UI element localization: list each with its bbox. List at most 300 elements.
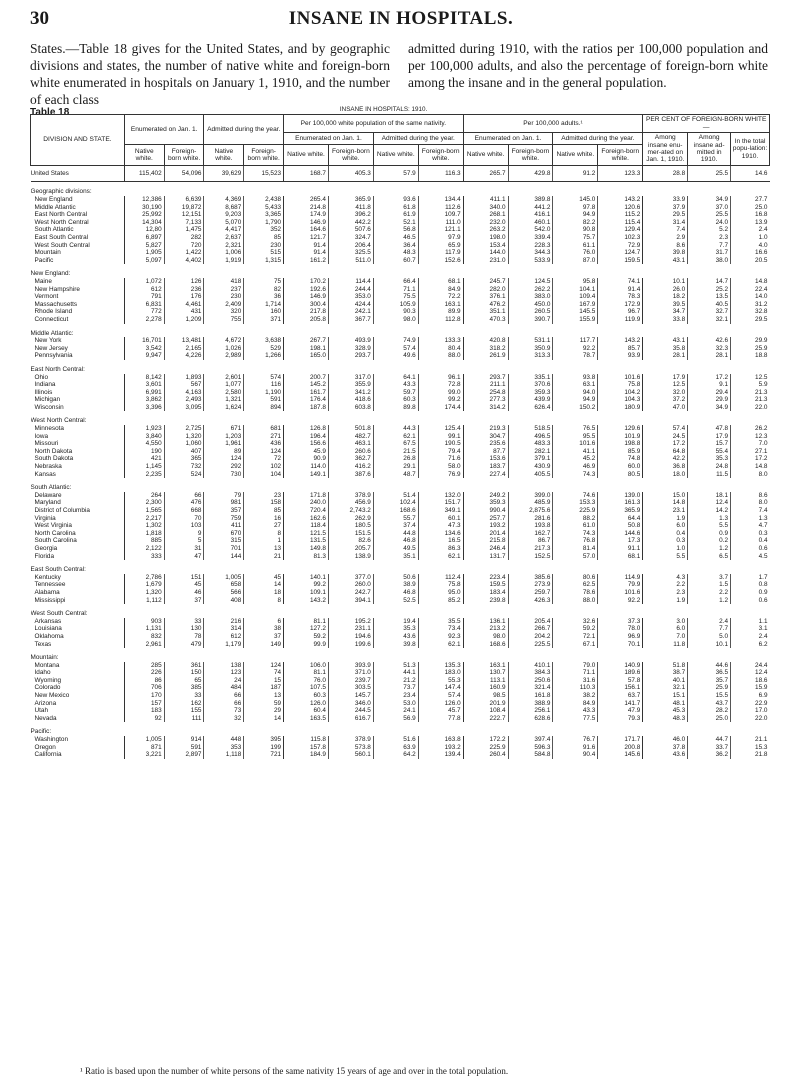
table-cell: 378.9	[328, 492, 373, 500]
table-cell: 1,923	[124, 425, 164, 433]
table-cell: 0.3	[643, 537, 688, 545]
row-label: Nebraska	[34, 463, 62, 471]
table-cell: 15.0	[643, 492, 688, 500]
table-cell: 228.3	[508, 242, 553, 250]
table-row	[31, 352, 770, 360]
total-row	[31, 165, 770, 182]
row-label: Alabama	[34, 588, 60, 596]
row-label: Maryland	[34, 499, 61, 507]
table-cell: 78	[164, 633, 204, 641]
header-pct-foreign: PER CENT OF FOREIGN-BORN WHITE—	[643, 115, 770, 133]
table-cell: 313.3	[508, 352, 553, 360]
table-cell: 70.1	[598, 641, 643, 649]
table-cell: 282.0	[463, 286, 508, 294]
table-cell: 49.6	[373, 352, 418, 360]
header-native: Native white.	[124, 145, 164, 166]
table-cell: 183.7	[463, 463, 508, 471]
table-cell: 7,133	[164, 219, 204, 227]
table-cell: 244.4	[328, 286, 373, 294]
table-cell: 341.2	[328, 389, 373, 397]
table-cell: 98.0	[463, 633, 508, 641]
table-cell: 7.7	[688, 242, 731, 250]
table-cell: 103	[164, 522, 204, 530]
table-cell: 50.6	[373, 574, 418, 582]
table-cell: 4,550	[124, 440, 164, 448]
table-cell: 159.5	[463, 581, 508, 589]
table-cell: 183.0	[418, 669, 463, 677]
table-cell: 95.5	[553, 433, 598, 441]
table-cell: 82.6	[328, 537, 373, 545]
table-cell: 205.4	[508, 618, 553, 626]
table-cell: 34.9	[688, 196, 731, 204]
table-cell: 134.4	[418, 196, 463, 204]
table-cell: 123	[204, 669, 244, 677]
table-cell: 8,142	[124, 374, 164, 382]
row-label: Oklahoma	[34, 632, 64, 640]
table-cell: 7.4	[643, 226, 688, 234]
table-cell: 99.9	[284, 641, 329, 649]
table-cell: 32.3	[688, 345, 731, 353]
table-cell: 75.8	[598, 381, 643, 389]
table-cell: 46	[164, 589, 204, 597]
table-cell: 77.5	[553, 715, 598, 723]
row-label: Massachusetts	[34, 300, 78, 308]
table-cell: 367.7	[328, 316, 373, 324]
table-row	[31, 440, 770, 448]
table-cell: 200.8	[598, 744, 643, 752]
table-cell: 23.1	[643, 507, 688, 515]
table-cell: 658	[204, 581, 244, 589]
table-cell: 300.4	[284, 301, 329, 309]
table-cell: 268.1	[463, 211, 508, 219]
table-row	[31, 545, 770, 553]
table-cell: 431	[164, 308, 204, 316]
table-cell: 76.0	[553, 249, 598, 257]
table-cell: 772	[124, 308, 164, 316]
table-cell: 4.7	[731, 522, 770, 530]
table-cell: 721	[244, 751, 284, 759]
table-cell: 114.0	[284, 463, 329, 471]
table-cell: 43.3	[553, 707, 598, 715]
table-cell: 163.1	[463, 662, 508, 670]
table-cell: 39.8	[373, 641, 418, 649]
super-header: INSANE IN HOSPITALS: 1910.	[124, 105, 642, 115]
table-cell: 130.7	[463, 669, 508, 677]
header-sub-enumerated-adults: Enumerated on Jan. 1.	[463, 133, 553, 145]
table-cell: 153.4	[463, 242, 508, 250]
table-cell: 24.0	[688, 219, 731, 227]
table-cell: 74.9	[373, 337, 418, 345]
table-cell: 8.6	[731, 492, 770, 500]
table-cell: 149.1	[284, 471, 329, 479]
table-cell: 981	[204, 499, 244, 507]
table-cell: 2.4	[731, 633, 770, 641]
table-row	[31, 425, 770, 433]
table-cell: 3,862	[124, 396, 164, 404]
table-cell: 384.3	[508, 669, 553, 677]
table-cell: 2,580	[204, 389, 244, 397]
table-cell: 145.7	[328, 692, 373, 700]
table-cell: 405.3	[328, 165, 373, 182]
table-cell: 371	[244, 316, 284, 324]
table-row	[31, 242, 770, 250]
table-cell: 193.8	[508, 522, 553, 530]
table-cell: 9.1	[688, 381, 731, 389]
table-cell: 450.0	[508, 301, 553, 309]
table-row	[31, 396, 770, 404]
table-cell: 66.4	[373, 278, 418, 286]
table-row	[31, 455, 770, 463]
table-cell: 5.5	[688, 522, 731, 530]
table-cell: 6	[244, 618, 284, 626]
table-cell: 91.4	[598, 286, 643, 294]
table-cell: 149.8	[284, 545, 329, 553]
table-cell: 260.6	[328, 448, 373, 456]
table-row	[31, 204, 770, 212]
table-row	[31, 625, 770, 633]
row-label: Missouri	[34, 440, 59, 448]
row-label: Pacific	[34, 256, 54, 264]
table-cell: 81.1	[284, 618, 329, 626]
table-cell: 52.1	[373, 219, 418, 227]
table-cell: 80.5	[598, 471, 643, 479]
table-cell: 43.7	[688, 700, 731, 708]
table-cell: 416.2	[328, 463, 373, 471]
table-row	[31, 257, 770, 265]
table-cell: 15,523	[244, 165, 284, 182]
table-cell: 55.4	[688, 448, 731, 456]
table-cell: 111	[164, 715, 204, 723]
table-cell: 385	[164, 684, 204, 692]
table-cell: 108.4	[463, 707, 508, 715]
table-cell: 4,672	[204, 337, 244, 345]
table-cell: 56.9	[373, 715, 418, 723]
table-cell: 94.9	[553, 211, 598, 219]
table-cell: 196.4	[284, 433, 329, 441]
table-row	[31, 308, 770, 316]
table-cell: 2,217	[124, 515, 164, 523]
section-label: Pacific:	[30, 728, 52, 736]
table-cell: 104	[244, 471, 284, 479]
table-cell: 102.3	[598, 234, 643, 242]
table-cell: 151.5	[328, 530, 373, 538]
table-cell: 168.6	[463, 641, 508, 649]
table-cell: 32.6	[553, 618, 598, 626]
table-cell: 63.9	[373, 744, 418, 752]
table-cell: 80.6	[553, 574, 598, 582]
table-cell: 3.1	[731, 625, 770, 633]
table-cell: 15	[244, 677, 284, 685]
table-cell: 21.1	[731, 736, 770, 744]
table-cell: 213.2	[463, 625, 508, 633]
table-cell: 35.7	[688, 677, 731, 685]
table-cell: 314	[204, 625, 244, 633]
table-cell: 171.7	[598, 736, 643, 744]
table-cell: 281.6	[508, 515, 553, 523]
table-cell: 11.5	[688, 471, 731, 479]
table-cell: 101.6	[553, 440, 598, 448]
table-cell: 57.4	[643, 425, 688, 433]
table-cell: 482.7	[328, 433, 373, 441]
table-row	[31, 744, 770, 752]
table-cell: 176	[164, 293, 204, 301]
table-cell: 8.0	[731, 499, 770, 507]
table-cell: 167.9	[553, 301, 598, 309]
table-cell: 349.1	[418, 507, 463, 515]
table-cell: 42.2	[643, 455, 688, 463]
table-cell: 28.2	[688, 707, 731, 715]
row-label: Rhode Island	[34, 308, 73, 316]
row-label: Arizona	[34, 699, 57, 707]
table-cell: 485.9	[508, 499, 553, 507]
table-cell: 143.2	[598, 196, 643, 204]
table-row	[31, 389, 770, 397]
table-row	[31, 684, 770, 692]
table-cell: 1,320	[164, 433, 204, 441]
table-cell: 144.6	[598, 530, 643, 538]
table-cell: 260.5	[508, 308, 553, 316]
table-cell: 15.5	[688, 692, 731, 700]
row-label: Minnesota	[34, 425, 64, 433]
table-cell: 266.7	[508, 625, 553, 633]
header-among-admitted: Among insane ad-mitted in 1910.	[688, 133, 731, 166]
table-cell: 389.8	[508, 196, 553, 204]
table-cell: 242.1	[328, 308, 373, 316]
table-cell: 205.8	[284, 316, 329, 324]
table-cell: 5,097	[124, 257, 164, 265]
table-cell: 225.9	[463, 744, 508, 752]
table-cell: 119.9	[598, 316, 643, 324]
table-cell: 424.4	[328, 301, 373, 309]
section-row	[31, 411, 770, 425]
table-cell: 184.9	[284, 751, 329, 759]
table-cell: 271	[244, 433, 284, 441]
header-foreign: Foreign-born white.	[244, 145, 284, 166]
table-cell: 4,461	[164, 301, 204, 309]
table-cell: 376.1	[463, 293, 508, 301]
table-cell: 304.7	[463, 433, 508, 441]
table-cell: 24.4	[731, 662, 770, 670]
section-label: Geographic divisions:	[30, 188, 92, 196]
table-cell: 483.3	[508, 440, 553, 448]
table-row	[31, 404, 770, 412]
section-label: Middle Atlantic:	[30, 329, 74, 337]
table-cell: 352	[244, 226, 284, 234]
row-label: Michigan	[34, 396, 61, 404]
table-cell: 2,165	[164, 345, 204, 353]
table-row	[31, 293, 770, 301]
header-foreign: Foreign-born white.	[164, 145, 204, 166]
table-cell: 14.2	[688, 507, 731, 515]
table-cell: 72.1	[553, 633, 598, 641]
table-cell: 3.0	[643, 618, 688, 626]
table-cell: 37	[164, 597, 204, 605]
table-row	[31, 515, 770, 523]
table-cell: 17.2	[688, 374, 731, 382]
table-cell: 165.0	[284, 352, 329, 360]
table-cell: 52.5	[373, 597, 418, 605]
row-label: Pennsylvania	[34, 352, 73, 360]
row-label: South Carolina	[34, 537, 77, 545]
table-cell: 198.1	[284, 345, 329, 353]
table-cell: 33	[164, 618, 204, 626]
table-cell: 79.9	[598, 581, 643, 589]
header-per100k-adults: Per 100,000 adults.¹	[463, 115, 643, 133]
table-cell: 405.5	[508, 471, 553, 479]
table-cell: 145.6	[598, 751, 643, 759]
table-cell: 160.9	[463, 684, 508, 692]
table-cell: 138.9	[328, 553, 373, 561]
table-cell: 28.1	[643, 352, 688, 360]
header-foreign: Foreign-born white.	[328, 145, 373, 166]
header-foreign: Foreign-born white.	[598, 145, 643, 166]
table-cell: 239.7	[328, 677, 373, 685]
table-cell: 25,992	[124, 211, 164, 219]
table-cell: 408	[204, 597, 244, 605]
table-cell: 57.4	[418, 692, 463, 700]
table-cell: 76.5	[553, 425, 598, 433]
table-cell: 112.8	[418, 316, 463, 324]
header-sub-admitted: Admitted during the year.	[373, 133, 463, 145]
table-cell: 14,304	[124, 219, 164, 227]
table-cell: 85	[244, 234, 284, 242]
section-label: Mountain:	[30, 654, 59, 662]
table-row	[31, 574, 770, 582]
table-cell: 98.5	[463, 692, 508, 700]
section-label: East South Central:	[30, 566, 86, 574]
table-cell: 351.1	[463, 308, 508, 316]
table-cell: 1,624	[204, 404, 244, 412]
table-cell: 88.0	[553, 597, 598, 605]
table-cell: 195.2	[328, 618, 373, 626]
table-cell: 37.2	[643, 396, 688, 404]
section-label: West South Central:	[30, 610, 88, 618]
table-cell: 74.3	[553, 471, 598, 479]
row-label: Illinois	[34, 388, 53, 396]
table-row	[31, 700, 770, 708]
table-cell: 124	[204, 455, 244, 463]
table-cell: 109.7	[418, 211, 463, 219]
table-cell: 32.1	[643, 684, 688, 692]
table-body	[31, 165, 770, 758]
table-cell: 1,321	[204, 396, 244, 404]
page-header	[30, 8, 772, 32]
table-cell: 157	[124, 700, 164, 708]
table-cell: 124	[244, 662, 284, 670]
table-cell: 533.9	[508, 257, 553, 265]
table-cell: 85.9	[598, 448, 643, 456]
table-cell: 75	[244, 278, 284, 286]
table-cell: 2,438	[244, 196, 284, 204]
table-cell: 314.2	[463, 404, 508, 412]
table-cell: 333	[124, 553, 164, 561]
table-cell: 193.2	[418, 744, 463, 752]
table-cell: 324.7	[328, 234, 373, 242]
table-cell: 5,827	[124, 242, 164, 250]
table-cell: 94.0	[553, 389, 598, 397]
table-cell: 115,402	[124, 165, 164, 182]
table-row	[31, 597, 770, 605]
table-cell: 7.7	[688, 625, 731, 633]
row-label: West South Central	[34, 241, 90, 249]
table-cell: 43.1	[643, 257, 688, 265]
row-label: South Atlantic	[34, 226, 74, 234]
table-cell: 171.8	[284, 492, 329, 500]
table-cell: 239.8	[463, 597, 508, 605]
row-label: Mississippi	[34, 596, 66, 604]
section-row	[31, 182, 770, 196]
table-cell: 21.3	[731, 396, 770, 404]
table-cell: 262.2	[508, 286, 553, 294]
table-cell: 28.1	[688, 352, 731, 360]
table-cell: 436	[244, 440, 284, 448]
table-cell: 43.1	[643, 337, 688, 345]
table-cell: 529	[244, 345, 284, 353]
table-cell: 68.1	[598, 553, 643, 561]
table-cell: 71.6	[418, 455, 463, 463]
table-cell: 104.2	[598, 389, 643, 397]
table-cell: 139.0	[598, 492, 643, 500]
table-cell: 418.6	[328, 396, 373, 404]
section-row	[31, 560, 770, 574]
row-label: Montana	[34, 661, 60, 669]
table-cell: 1,203	[204, 433, 244, 441]
table-cell: 476.2	[463, 301, 508, 309]
table-cell: 68.1	[418, 278, 463, 286]
table-cell: 117.9	[418, 249, 463, 257]
table-row	[31, 530, 770, 538]
table-cell: 62.5	[553, 581, 598, 589]
table-cell: 64.4	[598, 515, 643, 523]
table-cell: 190.5	[418, 440, 463, 448]
table-cell: 273.9	[508, 581, 553, 589]
table-cell: 10.1	[688, 641, 731, 649]
table-cell: 260.0	[328, 581, 373, 589]
table-cell: 25.9	[731, 345, 770, 353]
table-cell: 628.6	[508, 715, 553, 723]
table-cell: 161.7	[284, 389, 329, 397]
table-cell: 153.3	[553, 499, 598, 507]
table-cell: 263.2	[463, 226, 508, 234]
table-row	[31, 219, 770, 227]
table-cell: 15.1	[643, 692, 688, 700]
section-label: South Atlantic:	[30, 484, 72, 492]
table-cell: 1.2	[688, 597, 731, 605]
table-cell: 96.1	[418, 374, 463, 382]
table-cell: 4,369	[204, 196, 244, 204]
table-row	[31, 553, 770, 561]
table-cell: 77.8	[418, 715, 463, 723]
table-cell: 603.8	[328, 404, 373, 412]
table-cell: 12.5	[731, 374, 770, 382]
table-cell: 227.4	[463, 471, 508, 479]
table-cell: 429.8	[508, 165, 553, 182]
table-cell: 29.4	[688, 389, 731, 397]
table-cell: 2.4	[688, 618, 731, 626]
table-cell: 1.5	[688, 581, 731, 589]
table-cell: 60.7	[373, 257, 418, 265]
table-cell: 14	[244, 715, 284, 723]
table-cell: 74	[244, 669, 284, 677]
table-cell: 518.5	[508, 425, 553, 433]
table-cell: 2,122	[124, 545, 164, 553]
table-cell: 92.2	[553, 345, 598, 353]
table-cell: 35.3	[688, 455, 731, 463]
table-cell: 22.9	[731, 700, 770, 708]
table-cell: 34.7	[643, 308, 688, 316]
table-cell: 29.1	[373, 463, 418, 471]
row-label: Nevada	[34, 714, 57, 722]
